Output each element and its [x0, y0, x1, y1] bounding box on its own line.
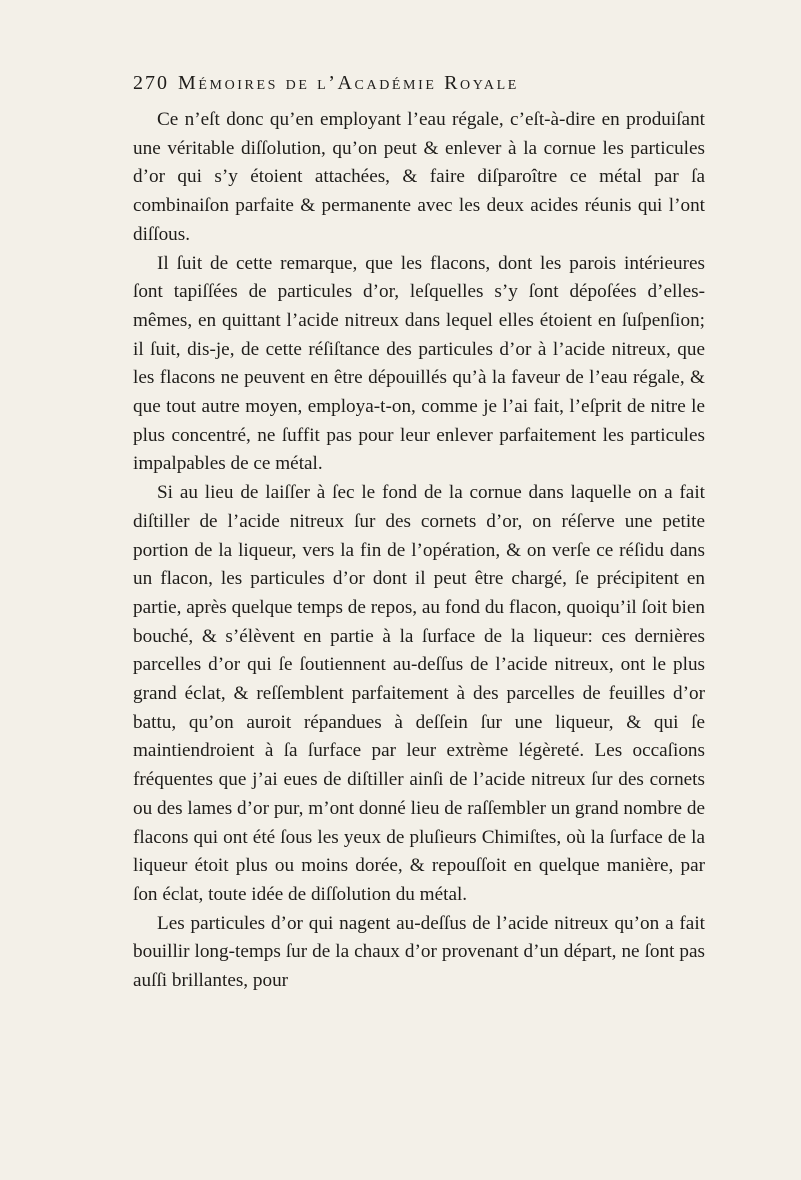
paragraph: Si au lieu de laiſſer à ſec le fond de la cornue dans laquelle on a fait diſtiller de l’acide nitreux ſur des cornets d’or, on réſerve une petite portion de la liqueur, vers la fin de l’opération, & on verſe ce réſidu dans un flacon, les particules d’or dont il peut être chargé, ſe précipitent en partie, après quelque temps de repos, au fond du flacon, quoiqu’il ſoit bien bouché, & s’élèvent en partie à la ſurface de la liqueur: ces dernières parcelles d’or qui ſe ſoutiennent au-deſſus de l’acide nitreux, ont le plus grand éclat, & reſſemblent parfaitement à des parcelles de feuilles d’or battu, qu’on auroit répandues à deſſein ſur une liqueur, & qui ſe maintiendroient à ſa ſurface par leur extrème légèreté. Les occaſions fréquentes que j’ai eues de diſtiller ainſi de l’acide nitreux ſur des cornets ou des lames d’or pur, m’ont donné lieu de raſſembler un grand nombre de flacons qui ont été ſous les yeux de pluſieurs Chimiſtes, où la ſurface de la liqueur étoit plus ou moins dorée, & repouſſoit en quelque manière, par ſon éclat, toute idée de diſſolution du métal. — [133, 482, 705, 905]
page-number: 270 — [133, 72, 169, 94]
running-head — [133, 72, 693, 102]
header-title: Mémoires de l’Académie Royale — [178, 72, 519, 94]
body-text — [133, 106, 705, 996]
paragraph: Les particules d’or qui nagent au-deſſus de l’acide nitreux qu’on a fait bouillir long-temps ſur de la chaux d’or provenant d’un départ, ne ſont pas auſſi brillantes, pour — [133, 912, 705, 992]
paragraph: Ce n’eſt donc qu’en employant l’eau régale, c’eſt-à-dire en produiſant une véritable diſſolution, qu’on peut & enlever à la cornue les particules d’or qui s’y étoient attachées, & faire diſparoître ce métal par ſa combinaiſon parfaite & permanente avec les deux acides réunis qui l’ont diſſous. — [133, 109, 705, 245]
paragraph: Il ſuit de cette remarque, que les flacons, dont les parois intérieures ſont tapiſſées de particules d’or, leſquelles s’y ſont dépoſées d’elles-mêmes, en quittant l’acide nitreux dans lequel elles étoient en ſuſpenſion; il ſuit, dis-je, de cette réſiſtance des particules d’or à l’acide nitreux, que les flacons ne peuvent en être dépouillés qu’à la faveur de l’eau régale, & que tout autre moyen, employa-t-on, comme je l’ai fait, l’eſprit de nitre le plus concentré, ne ſuffit pas pour leur enlever parfaitement les particules impalpables de ce métal. — [133, 252, 705, 475]
